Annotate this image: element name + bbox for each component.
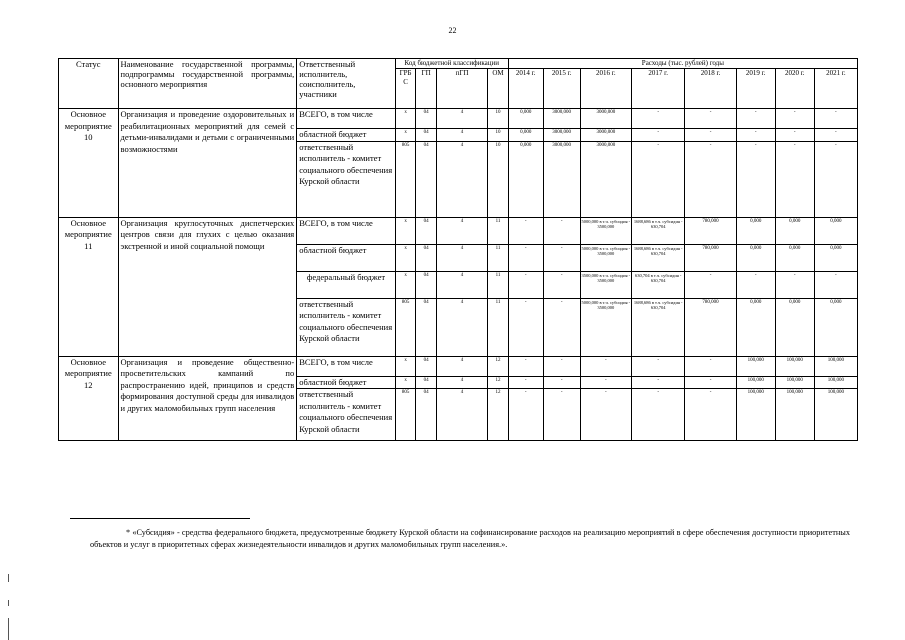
- header-code: пГП: [436, 69, 487, 109]
- value-cell: 100,000: [775, 376, 814, 389]
- code-cell: 04: [416, 129, 437, 142]
- code-cell: 4: [436, 356, 487, 376]
- header-year: 2015 г.: [543, 69, 580, 109]
- value-cell: 1688,686 в т.ч. субсидия - 630,704: [631, 244, 684, 271]
- value-cell: 3000,000: [580, 141, 631, 217]
- value-cell: -: [685, 109, 736, 129]
- code-cell: 10: [488, 129, 509, 142]
- code-cell: 04: [416, 356, 437, 376]
- responsible-cell: ответственный исполнитель - комитет социального обеспечения Курской области: [297, 298, 396, 356]
- measure-status: Основное мероприятие 10: [59, 109, 119, 218]
- value-cell: 0,000: [508, 129, 543, 142]
- code-cell: 4: [436, 389, 487, 441]
- header-year: 2018 г.: [685, 69, 736, 109]
- code-cell: 12: [488, 376, 509, 389]
- header-expense-group: Расходы (тыс. рублей) годы: [508, 59, 857, 69]
- value-cell: 1688,686 в т.ч. субсидия - 630,704: [631, 217, 684, 244]
- value-cell: -: [814, 129, 857, 142]
- value-cell: 100,000: [775, 356, 814, 376]
- table-row: [59, 356, 858, 376]
- measure-name: Организация и проведение оздоровительных и реабилитационных мероприятий для семей с детьми-инвалидами и детьми с ограниченными возможностями: [118, 109, 297, 218]
- code-cell: 4: [436, 298, 487, 356]
- value-cell: -: [580, 389, 631, 441]
- code-cell: 10: [488, 109, 509, 129]
- value-cell: -: [543, 271, 580, 298]
- value-cell: -: [685, 356, 736, 376]
- value-cell: -: [543, 244, 580, 271]
- value-cell: -: [814, 271, 857, 298]
- code-cell: 4: [436, 244, 487, 271]
- value-cell: -: [775, 141, 814, 217]
- scan-mark: [8, 600, 9, 606]
- value-cell: -: [736, 109, 775, 129]
- header-code: ГП: [416, 69, 437, 109]
- value-cell: -: [543, 376, 580, 389]
- value-cell: 630,704 в т.ч. субсидия - 630,704: [631, 271, 684, 298]
- code-cell: х: [395, 244, 416, 271]
- value-cell: -: [631, 129, 684, 142]
- value-cell: 0,000: [814, 298, 857, 356]
- code-cell: 805: [395, 141, 416, 217]
- value-cell: -: [736, 141, 775, 217]
- value-cell: -: [543, 389, 580, 441]
- value-cell: -: [631, 141, 684, 217]
- header-code: ОМ: [488, 69, 509, 109]
- code-cell: 11: [488, 244, 509, 271]
- responsible-cell: ВСЕГО, в том числе: [297, 109, 396, 129]
- code-cell: 04: [416, 141, 437, 217]
- value-cell: 100,000: [736, 356, 775, 376]
- value-cell: 100,000: [775, 389, 814, 441]
- value-cell: -: [685, 389, 736, 441]
- value-cell: -: [508, 376, 543, 389]
- responsible-cell: ВСЕГО, в том числе: [297, 356, 396, 376]
- code-cell: 805: [395, 389, 416, 441]
- code-cell: 04: [416, 389, 437, 441]
- value-cell: -: [775, 129, 814, 142]
- code-cell: 4: [436, 271, 487, 298]
- value-cell: 5000,000 в т.ч. субсидия - 3500,000: [580, 244, 631, 271]
- responsible-cell: областной бюджет: [297, 376, 396, 389]
- footnote: * «Субсидия» - средства федерального бюджета, предусмотренные бюджету Курской области на софинансирование расходов на реализацию мероприятий в сфере обеспечения доступности приоритетных объектов и услуг в приоритетных сферах жизнедеятельности инвалидов и других маломобильных групп населения.».: [90, 528, 850, 549]
- value-cell: -: [775, 271, 814, 298]
- value-cell: -: [543, 217, 580, 244]
- header-year: 2016 г.: [580, 69, 631, 109]
- value-cell: -: [685, 141, 736, 217]
- value-cell: 100,000: [736, 389, 775, 441]
- value-cell: 3000,000: [543, 109, 580, 129]
- header-name: Наименование государственной программы, подпрограммы государственной программы, основного мероприятия: [118, 59, 297, 109]
- code-cell: 4: [436, 129, 487, 142]
- code-cell: 12: [488, 356, 509, 376]
- header-year: 2019 г.: [736, 69, 775, 109]
- value-cell: 3000,000: [543, 141, 580, 217]
- code-cell: 04: [416, 298, 437, 356]
- value-cell: 100,000: [814, 356, 857, 376]
- value-cell: 780,000: [685, 244, 736, 271]
- table-row: [59, 217, 858, 244]
- responsible-cell: федеральный бюджет: [297, 271, 396, 298]
- header-code-group: Код бюджетной классификации: [395, 59, 508, 69]
- measure-status: Основное мероприятие 11: [59, 217, 119, 356]
- value-cell: -: [814, 141, 857, 217]
- header-year: 2014 г.: [508, 69, 543, 109]
- value-cell: -: [685, 271, 736, 298]
- value-cell: 0,000: [736, 217, 775, 244]
- value-cell: 0,000: [736, 298, 775, 356]
- value-cell: -: [631, 356, 684, 376]
- code-cell: 10: [488, 141, 509, 217]
- value-cell: 100,000: [814, 389, 857, 441]
- scan-mark: [8, 618, 9, 640]
- value-cell: 3000,000: [580, 109, 631, 129]
- header-status: Статус: [59, 59, 119, 109]
- value-cell: -: [631, 376, 684, 389]
- header-year: 2021 г.: [814, 69, 857, 109]
- responsible-cell: ВСЕГО, в том числе: [297, 217, 396, 244]
- code-cell: 11: [488, 298, 509, 356]
- value-cell: -: [508, 217, 543, 244]
- value-cell: -: [508, 356, 543, 376]
- code-cell: х: [395, 271, 416, 298]
- value-cell: -: [508, 389, 543, 441]
- value-cell: 5000,000 в т.ч. субсидия - 3500,000: [580, 298, 631, 356]
- value-cell: 0,000: [775, 217, 814, 244]
- page-number: 22: [448, 26, 457, 35]
- code-cell: 04: [416, 271, 437, 298]
- value-cell: 780,000: [685, 217, 736, 244]
- code-cell: 04: [416, 376, 437, 389]
- value-cell: -: [631, 389, 684, 441]
- value-cell: -: [543, 298, 580, 356]
- value-cell: 1688,686 в т.ч. субсидия - 630,704: [631, 298, 684, 356]
- code-cell: 4: [436, 109, 487, 129]
- code-cell: 04: [416, 217, 437, 244]
- header-year: 2017 г.: [631, 69, 684, 109]
- value-cell: 3500,000 в т.ч. субсидия - 3500,000: [580, 271, 631, 298]
- code-cell: 11: [488, 217, 509, 244]
- code-cell: 4: [436, 141, 487, 217]
- header-responsible: Ответственный исполнитель, соисполнитель, участники: [297, 59, 396, 109]
- value-cell: 0,000: [736, 244, 775, 271]
- value-cell: -: [631, 109, 684, 129]
- responsible-cell: ответственный исполнитель - комитет социального обеспечения Курской области: [297, 141, 396, 217]
- code-cell: 11: [488, 271, 509, 298]
- footnote-separator: [70, 518, 250, 519]
- measure-name: Организация круглосуточных диспетчерских центров связи для глухих с целью оказания экстренной и иной социальной помощи: [118, 217, 297, 356]
- value-cell: -: [775, 109, 814, 129]
- value-cell: 0,000: [775, 244, 814, 271]
- code-cell: 04: [416, 244, 437, 271]
- value-cell: -: [543, 356, 580, 376]
- value-cell: 0,000: [814, 217, 857, 244]
- expenses-table: [58, 58, 858, 441]
- scan-mark: [8, 574, 9, 582]
- header-code: ГРБ С: [395, 69, 416, 109]
- measure-status: Основное мероприятие 12: [59, 356, 119, 441]
- value-cell: 0,000: [508, 141, 543, 217]
- value-cell: -: [685, 129, 736, 142]
- value-cell: -: [508, 298, 543, 356]
- value-cell: 100,000: [814, 376, 857, 389]
- value-cell: 780,000: [685, 298, 736, 356]
- value-cell: -: [508, 244, 543, 271]
- table-row: [59, 109, 858, 129]
- code-cell: х: [395, 356, 416, 376]
- header-year: 2020 г.: [775, 69, 814, 109]
- value-cell: -: [685, 376, 736, 389]
- value-cell: -: [736, 271, 775, 298]
- value-cell: 3000,000: [543, 129, 580, 142]
- code-cell: х: [395, 109, 416, 129]
- code-cell: 4: [436, 217, 487, 244]
- code-cell: 12: [488, 389, 509, 441]
- value-cell: 3000,000: [580, 129, 631, 142]
- value-cell: -: [736, 129, 775, 142]
- value-cell: 5000,000 в т.ч. субсидия - 3500,000: [580, 217, 631, 244]
- value-cell: 0,000: [508, 109, 543, 129]
- code-cell: х: [395, 129, 416, 142]
- value-cell: -: [580, 376, 631, 389]
- value-cell: 0,000: [814, 244, 857, 271]
- value-cell: -: [580, 356, 631, 376]
- code-cell: х: [395, 217, 416, 244]
- code-cell: 4: [436, 376, 487, 389]
- responsible-cell: ответственный исполнитель - комитет социального обеспечения Курской области: [297, 389, 396, 441]
- value-cell: 100,000: [736, 376, 775, 389]
- responsible-cell: областной бюджет: [297, 244, 396, 271]
- measure-name: Организация и проведение общественно-просветительских кампаний по распространению идей, принципов и средств формирования доступной среды для инвалидов и других маломобильных групп населения: [118, 356, 297, 441]
- code-cell: х: [395, 376, 416, 389]
- value-cell: -: [508, 271, 543, 298]
- code-cell: 805: [395, 298, 416, 356]
- value-cell: -: [814, 109, 857, 129]
- value-cell: 0,000: [775, 298, 814, 356]
- code-cell: 04: [416, 109, 437, 129]
- responsible-cell: областной бюджет: [297, 129, 396, 142]
